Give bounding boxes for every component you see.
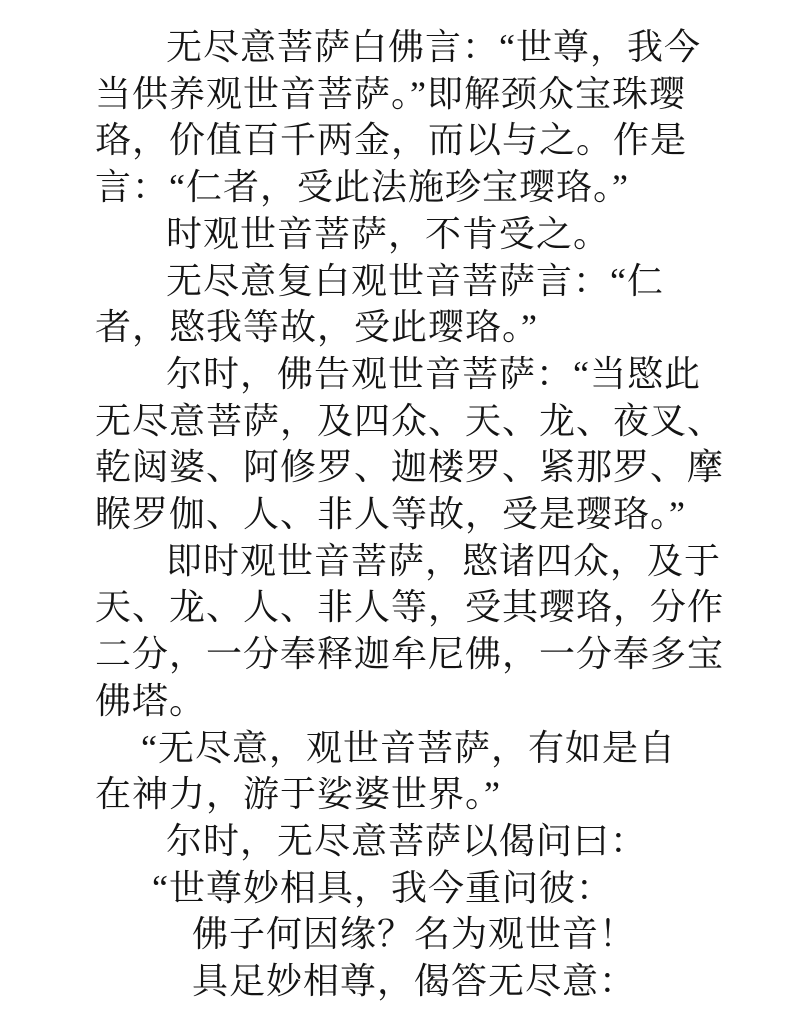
text-line: 二分，一分奉释迦牟尼佛，一分奉多宝 [95, 634, 725, 675]
text-line: 无尽意复白观世音菩萨言：“仁 [166, 260, 664, 301]
text-line: 当供养观世音菩萨。”即解颈众宝珠璎 [95, 73, 686, 114]
text-line: “无尽意，观世音菩萨，有如是自 [141, 727, 676, 768]
text-line: 天、龙、人、非人等，受其璎珞，分作 [95, 587, 725, 628]
text-lines-container [95, 24, 740, 1005]
text-line: 无尽意菩萨白佛言：“世尊，我今 [166, 27, 701, 67]
text-line: 在神力，游于娑婆世界。” [95, 774, 501, 815]
text-line: 具足妙相尊，偈答无尽意： [192, 961, 637, 1002]
text-line: 即时观世音菩萨，愍诸四众，及于 [166, 540, 722, 581]
text-line: 无尽意菩萨，及四众、天、龙、夜叉、 [95, 400, 725, 441]
text-line: 者，愍我等故，受此璎珞。” [95, 307, 538, 348]
text-line: 尔时，无尽意菩萨以偈问曰： [166, 820, 648, 861]
text-line: 佛塔。 [95, 680, 207, 721]
text-line: “世尊妙相具，我今重问彼： [152, 867, 613, 908]
text-line: 尔时，佛告观世音菩萨：“当愍此 [166, 353, 701, 394]
text-line: 乾闼婆、阿修罗、迦楼罗、紧那罗、摩 [95, 447, 725, 488]
text-line: 佛子何因缘？名为观世音！ [192, 914, 637, 955]
text-line: 珞，价值百千两金，而以与之。作是 [95, 120, 688, 161]
text-line: 言：“仁者，受此法施珍宝璎珞。” [95, 167, 629, 208]
text-line: 睺罗伽、人、非人等故，受是璎珞。” [95, 494, 686, 535]
text-line: 时观世音菩萨，不肯受之。 [166, 213, 611, 254]
